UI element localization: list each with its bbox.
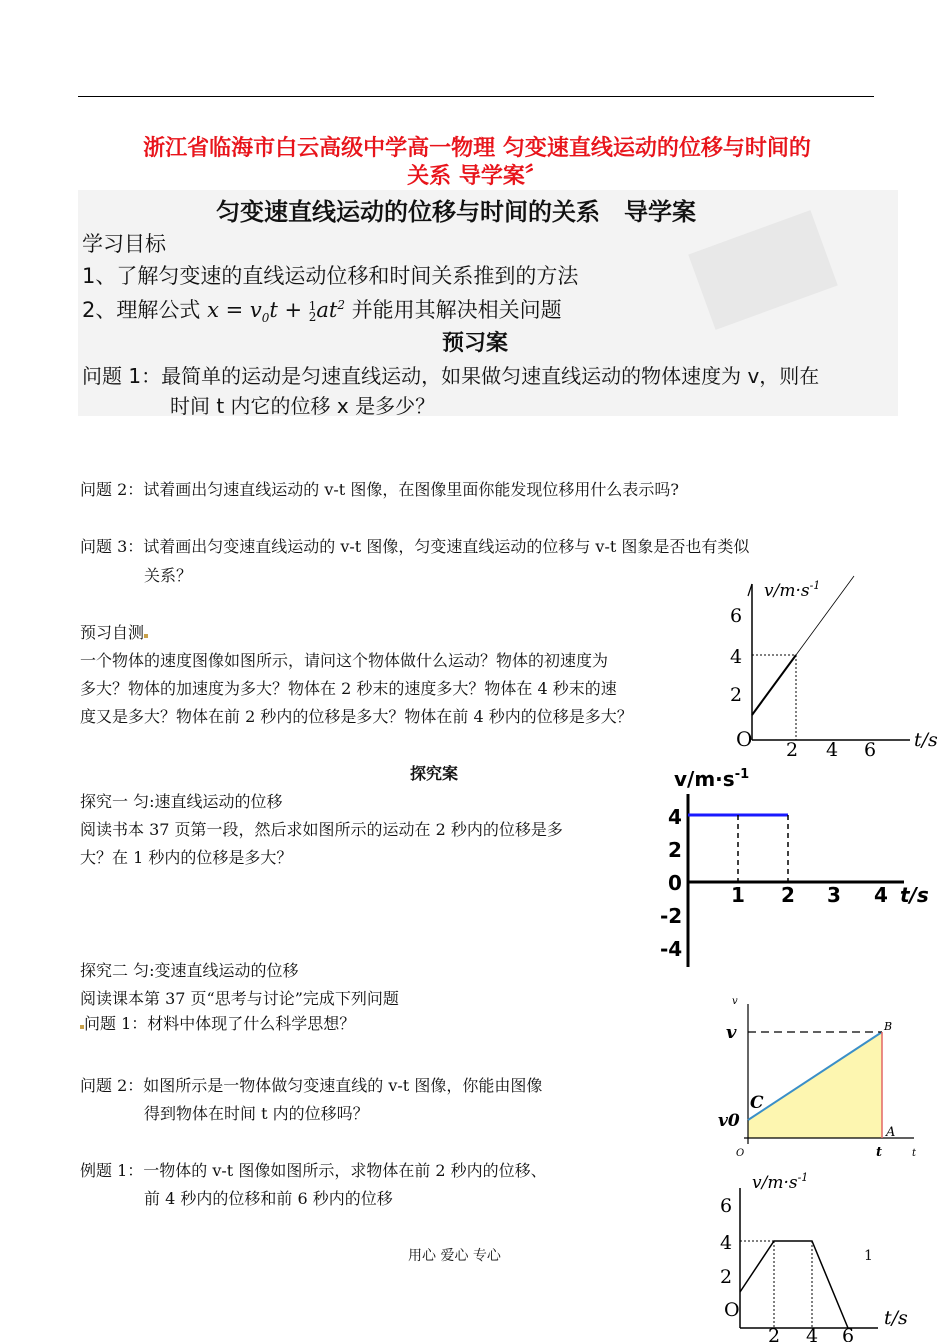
preview-section-title: 预习案 — [442, 331, 509, 356]
formula: $x = v_0t + 1$ $2at^2$ — [207, 298, 345, 326]
graph-3-vt — [714, 996, 924, 1168]
graph-2-ylabel: $v/m\cdot s^{-1}$ — [674, 767, 750, 791]
question-3: 问题 3：试着画出匀变速直线运动的 v-t 图像，匀变速直线运动的位移与 v-t 图象是否也有类似 — [80, 537, 750, 556]
graph-1-ytick: 6 — [730, 605, 743, 627]
graph-2-vt — [652, 762, 942, 972]
graph-3-area — [748, 1032, 882, 1138]
question-3-cont: 关系？ — [144, 566, 193, 585]
page-number: 1 — [864, 1248, 873, 1264]
graph-2-xtick: 4 — [874, 883, 888, 907]
graph-2-xlabel: t/s — [900, 883, 929, 907]
graph-1-line-bold — [752, 655, 796, 715]
graph-2-ytick: 0 — [668, 871, 682, 895]
graph-2-ytick: -2 — [660, 904, 683, 928]
selftest-line-1: 一个物体的速度图像如图所示，请问这个物体做什么运动？物体的初速度为 — [80, 651, 609, 670]
graph-1-origin: O — [736, 727, 753, 751]
graph-4-velocity-line — [740, 1241, 848, 1328]
graph-4-xtick: 4 — [806, 1325, 819, 1342]
example-1-cont: 前 4 秒内的位移和前 6 秒内的位移 — [144, 1189, 393, 1208]
graph-3-b-label: B — [884, 1020, 893, 1033]
graph-2-ytick: 4 — [668, 805, 682, 829]
page-title: 浙江省临海市白云高级中学高一物理 匀变速直线运动的位移与时间的 — [143, 136, 811, 161]
graph-1-vt — [718, 574, 948, 764]
graph-3-v-label: v — [726, 1022, 737, 1043]
graph-4-xtick: 6 — [842, 1325, 855, 1342]
example-1: 例题 1：一物体的 v-t 图像如图所示，求物体在前 2 秒内的位移、 — [80, 1161, 547, 1180]
graph-2-ytick: 2 — [668, 838, 682, 862]
question-2: 问题 2：试着画出匀速直线运动的 v-t 图像，在图像里面你能发现位移用什么表示吗? — [80, 480, 679, 499]
graph-4-ylabel: $v/m\cdot s^{-1}$ — [752, 1171, 809, 1193]
graph-3-c-label: C — [750, 1093, 764, 1113]
graph-4-ytick: 2 — [720, 1266, 733, 1288]
explore-2-q2-cont: 得到物体在时间 t 内的位移吗？ — [144, 1104, 369, 1123]
goal-1: 1、了解匀变速的直线运动位移和时间关系推到的方法 — [82, 264, 579, 288]
graph-3-origin: O — [736, 1148, 745, 1159]
explore-2-read: 阅读课本第 37 页“思考与讨论”完成下列问题 — [80, 989, 399, 1008]
graph-4-xlabel: t/s — [884, 1307, 908, 1329]
graph-4-ytick: 6 — [720, 1195, 733, 1217]
explore-2-q2: 问题 2：如图所示是一物体做匀变速直线的 v-t 图像，你能由图像 — [80, 1076, 543, 1095]
goals-label: 学习目标 — [82, 232, 166, 256]
graph-3-v-axis: v — [732, 996, 738, 1007]
graph-2-xtick: 1 — [731, 883, 745, 907]
graph-3-a-label: A — [886, 1125, 896, 1140]
graph-1-xlabel: t/s — [914, 729, 938, 751]
banner-heading: 匀变速直线运动的位移与时间的关系 导学案 — [216, 198, 696, 226]
selftest-line-3: 度又是多大？物体在前 2 秒内的位移是多大？物体在前 4 秒内的位移是多大？ — [80, 707, 633, 726]
graph-3-v0-label: v0 — [718, 1111, 740, 1131]
graph-2-xtick: 3 — [827, 883, 841, 907]
graph-1-xtick: 2 — [786, 739, 799, 761]
graph-1-ytick: 2 — [730, 684, 743, 706]
goal-2 — [82, 294, 562, 325]
graph-1-xtick: 6 — [864, 739, 877, 761]
graph-1-ylabel: $v/m\cdot s^{-1}$ — [764, 579, 821, 601]
graph-4-xtick: 2 — [768, 1325, 781, 1342]
graph-4-ytick: 4 — [720, 1232, 733, 1254]
banner-question-1: 问题 1：最简单的运动是匀速直线运动，如果做匀速直线运动的物体速度为 v，则在 — [82, 364, 820, 388]
selftest-line-2: 多大？物体的加速度为多大？物体在 2 秒末的速度多大？物体在 4 秒末的速 — [80, 679, 617, 698]
graph-3-t-axis: t — [912, 1148, 917, 1159]
selftest-label: 预习自测 — [80, 623, 148, 643]
graph-1-ytick: 4 — [730, 646, 743, 668]
watermark — [688, 210, 838, 330]
graph-2-ytick: -4 — [660, 937, 683, 961]
graph-3-t-mark: t — [876, 1145, 883, 1160]
explore-2-title: 探究二 匀:变速直线运动的位移 — [80, 961, 299, 980]
goal-2-prefix: 2、理解公式 — [82, 298, 201, 322]
explore-1-line-2: 大？在 1 秒内的位移是多大？ — [80, 848, 293, 867]
explore-header: 探究案 — [410, 764, 459, 783]
graph-1-xtick: 4 — [826, 739, 839, 761]
graph-2-xtick: 2 — [781, 883, 795, 907]
top-rule — [78, 96, 874, 97]
graph-4-vt — [718, 1166, 950, 1342]
graph-4-origin: O — [724, 1299, 740, 1321]
explore-1-title: 探究一 匀:速直线运动的位移 — [80, 792, 283, 811]
scanned-banner — [78, 190, 898, 416]
footer-motto: 用心 爱心 专心 — [408, 1248, 501, 1264]
page-title-line2: 关系 导学案〞 — [407, 164, 547, 189]
explore-2-q1: 问题 1：材料中体现了什么科学思想？ — [80, 1014, 355, 1034]
explore-1-line-1: 阅读书本 37 页第一段，然后求如图所示的运动在 2 秒内的位移是多 — [80, 820, 563, 839]
banner-question-1-cont: 时间 t 内它的位移 x 是多少？ — [170, 394, 436, 418]
goal-2-suffix: 并能用其解决相关问题 — [351, 298, 562, 322]
